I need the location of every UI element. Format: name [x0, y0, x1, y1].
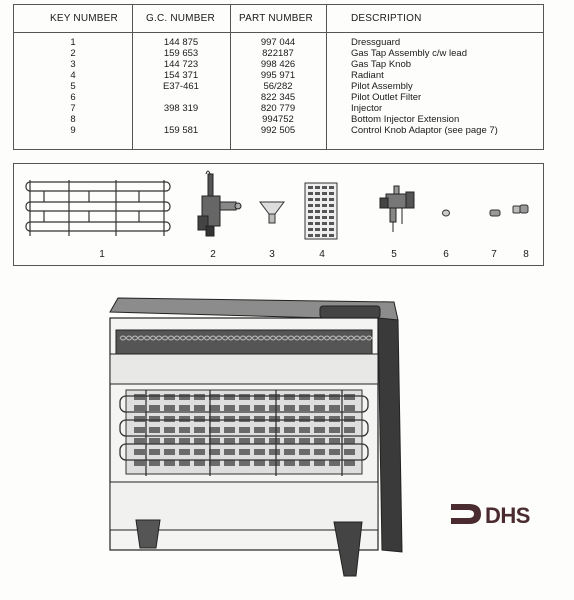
part-label: 5: [391, 249, 397, 260]
description-cell: Control Knob Adaptor (see page 7): [351, 125, 498, 136]
table-row: [14, 81, 543, 92]
part-label: 2: [210, 249, 216, 260]
key-number-cell: 6: [70, 92, 76, 103]
table-row: [14, 103, 543, 114]
part-label: 3: [269, 249, 275, 260]
pilot-assembly-illustration: [376, 184, 420, 234]
table-row: [14, 92, 543, 103]
gas-tap-knob-illustration: [258, 200, 286, 226]
key-number-cell: 7: [70, 103, 76, 114]
key-number-cell: 8: [70, 114, 76, 125]
part-number-cell: 56/282: [263, 81, 293, 92]
part-number-cell: 997 044: [260, 37, 296, 48]
part-label: 4: [319, 249, 325, 260]
part-label: 1: [99, 249, 105, 260]
dressguard-illustration: [24, 178, 174, 240]
part-number-cell: 994752: [262, 114, 294, 125]
gas-fire-heater-illustration: [100, 292, 410, 582]
key-number-cell: 2: [70, 48, 76, 59]
header-key-number: KEY NUMBER: [50, 13, 118, 24]
description-cell: Bottom Injector Extension: [351, 114, 460, 125]
part-number-cell: 820 779: [260, 103, 296, 114]
part-number-cell: 995 971: [260, 70, 296, 81]
table-row: [14, 59, 543, 70]
gc-number-cell: 159 581: [163, 125, 199, 136]
key-number-cell: 4: [70, 70, 76, 81]
gas-tap-assembly-illustration: [194, 172, 244, 244]
dhs-logo-mark: [449, 500, 485, 528]
gc-number-cell: 154 371: [163, 70, 199, 81]
header-part-number: PART NUMBER: [239, 13, 313, 24]
part-label: 7: [491, 249, 497, 260]
parts-table: [13, 4, 544, 150]
table-row: [14, 125, 543, 136]
gc-number-cell: 144 723: [163, 59, 199, 70]
table-row: [14, 70, 543, 81]
description-cell: Pilot Assembly: [351, 81, 413, 92]
part-label: 6: [443, 249, 449, 260]
dhs-logo-text: DHS: [485, 503, 530, 528]
gc-number-cell: 144 875: [163, 37, 199, 48]
part-label: 8: [523, 249, 529, 260]
part-number-cell: 998 426: [260, 59, 296, 70]
parts-illustration-strip: [13, 163, 544, 266]
table-row: [14, 37, 543, 48]
key-number-cell: 9: [70, 125, 76, 136]
control-knob-icon: [320, 306, 380, 318]
gc-number-cell: E37-461: [163, 81, 199, 92]
gc-number-cell: 159 653: [163, 48, 199, 59]
table-header: [14, 5, 543, 33]
description-cell: Pilot Outlet Filter: [351, 92, 422, 103]
injector-illustration: [488, 207, 502, 219]
description-cell: Gas Tap Assembly c/w lead: [351, 48, 467, 59]
gc-number-cell: 398 319: [163, 103, 199, 114]
table-row: [14, 48, 543, 59]
pilot-outlet-filter-illustration: [441, 208, 451, 218]
header-description: DESCRIPTION: [351, 13, 422, 24]
part-number-cell: 822187: [262, 48, 294, 59]
description-cell: Radiant: [351, 70, 384, 81]
description-cell: Gas Tap Knob: [351, 59, 412, 70]
key-number-cell: 3: [70, 59, 76, 70]
key-number-cell: 5: [70, 81, 76, 92]
table-row: [14, 114, 543, 125]
radiant-illustration: [304, 182, 338, 240]
part-number-cell: 992 505: [260, 125, 296, 136]
key-number-cell: 1: [70, 37, 76, 48]
part-number-cell: 822 345: [260, 92, 296, 103]
description-cell: Dressguard: [351, 37, 401, 48]
bottom-injector-extension-illustration: [511, 202, 531, 216]
dhs-logo: [449, 500, 549, 532]
header-gc-number: G.C. NUMBER: [146, 13, 215, 24]
description-cell: Injector: [351, 103, 383, 114]
